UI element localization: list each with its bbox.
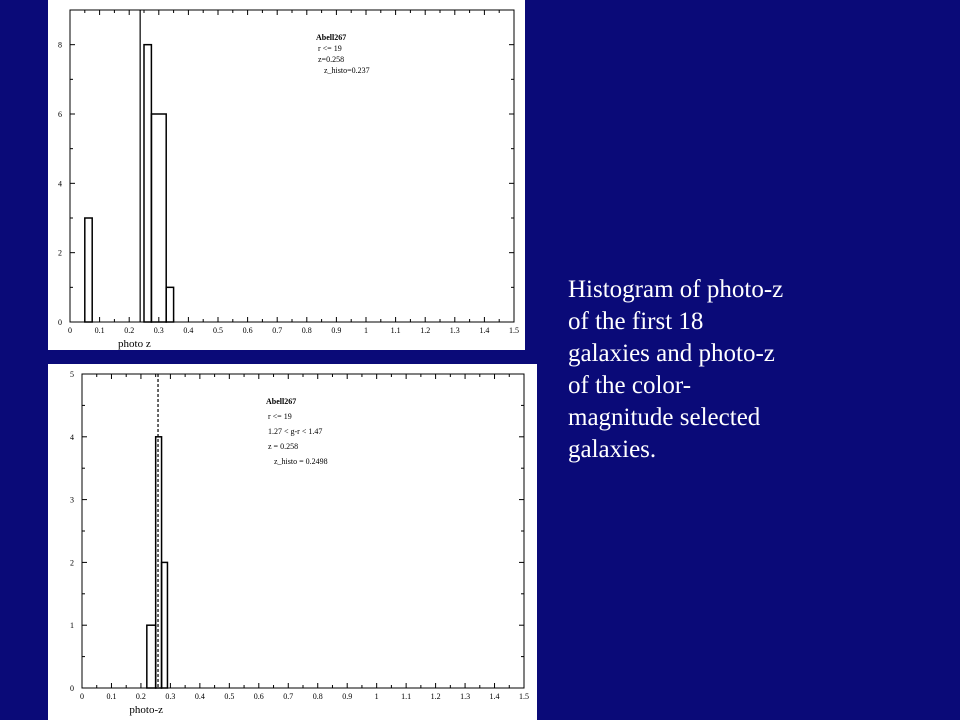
caption-text: Histogram of photo-z of the first 18 galaxies and photo-z of the color- magnitude selected galaxies. [568,276,784,463]
top-histogram-bar [144,45,151,322]
bottom-histogram-bar [162,562,168,688]
top-histogram-bar [166,287,173,322]
top-x-tick-label: 1.4 [479,326,490,335]
bottom-x-tick-label: 1.1 [401,692,412,701]
bottom-annotation: r <= 19 [268,412,292,421]
top-histogram-bar [151,114,166,322]
top-y-tick-label: 2 [58,248,62,258]
bottom-plot-frame [82,374,524,688]
top-y-tick-label: 8 [58,40,62,50]
top-x-tick-label: 0.1 [94,326,105,335]
bottom-y-tick-label: 2 [70,558,74,568]
bottom-annotation: 1.27 < g-r < 1.47 [268,427,323,436]
top-x-tick-label: 0.9 [331,326,342,335]
bottom-x-tick-label: 0.6 [253,692,264,701]
bottom-x-tick-label: 0.2 [135,692,146,701]
top-x-tick-label: 1.3 [449,326,460,335]
bottom-y-tick-label: 0 [70,684,74,693]
bottom-y-tick-label: 1 [70,621,74,631]
top-x-tick-label: 1.1 [390,326,401,335]
top-annotation: z_histo=0.237 [324,66,370,75]
top-annotation: z=0.258 [318,55,345,64]
top-y-tick-label: 6 [58,110,62,119]
top-plot-frame [70,10,514,322]
top-y-tick-label: 4 [58,179,62,189]
top-y-tick-label: 0 [58,318,62,327]
top-x-tick-label: 0.7 [272,326,283,335]
bottom-annotation: z = 0.258 [268,442,299,451]
chart-top-photo-z-histogram [48,0,525,350]
bottom-x-tick-label: 1.3 [460,692,471,701]
bottom-x-tick-label: 1 [374,692,379,701]
bottom-x-tick-label: 0.9 [342,692,353,701]
top-histogram-bar [85,218,92,322]
bottom-x-tick-label: 0.4 [194,692,205,701]
bottom-x-tick-label: 1.2 [430,692,441,701]
top-x-tick-label: 1 [364,326,368,335]
bottom-histogram-bar [147,625,156,688]
top-x-tick-label: 1.5 [509,326,519,335]
top-x-tick-label: 0.8 [301,326,312,335]
bottom-annotation: Abell267 [266,397,297,406]
bottom-annotation: z_histo = 0.2498 [274,457,328,466]
top-x-tick-label: 0 [68,326,72,335]
top-annotation: Abell267 [316,33,347,42]
bottom-y-tick-label: 4 [70,432,74,442]
top-x-tick-label: 1.2 [420,326,431,335]
bottom-y-tick-label: 3 [70,495,74,505]
bottom-x-tick-label: 1.4 [489,692,500,701]
bottom-x-tick-label: 0.1 [106,692,117,701]
bottom-x-tick-label: 0 [80,692,84,701]
top-x-tick-label: 0.2 [124,326,135,335]
bottom-x-tick-label: 0.3 [165,692,176,701]
top-x-tick-label: 0.3 [153,326,164,335]
bottom-x-tick-label: 0.7 [283,692,294,701]
bottom-y-tick-label: 5 [70,370,74,379]
chart-bottom-panel [48,364,537,720]
bottom-x-tick-label: 0.8 [312,692,323,701]
bottom-x-axis-label: photo-z [129,704,164,716]
chart-top-panel [48,0,525,350]
top-x-axis-label: photo z [118,338,151,350]
bottom-x-tick-label: 1.5 [519,692,529,701]
top-x-tick-label: 0.6 [242,326,253,335]
top-x-tick-label: 0.4 [183,326,194,335]
top-annotation: r <= 19 [318,44,342,53]
bottom-x-tick-label: 0.5 [224,692,235,701]
chart-bottom-photo-z-histogram [48,364,537,720]
top-x-tick-label: 0.5 [213,326,223,335]
